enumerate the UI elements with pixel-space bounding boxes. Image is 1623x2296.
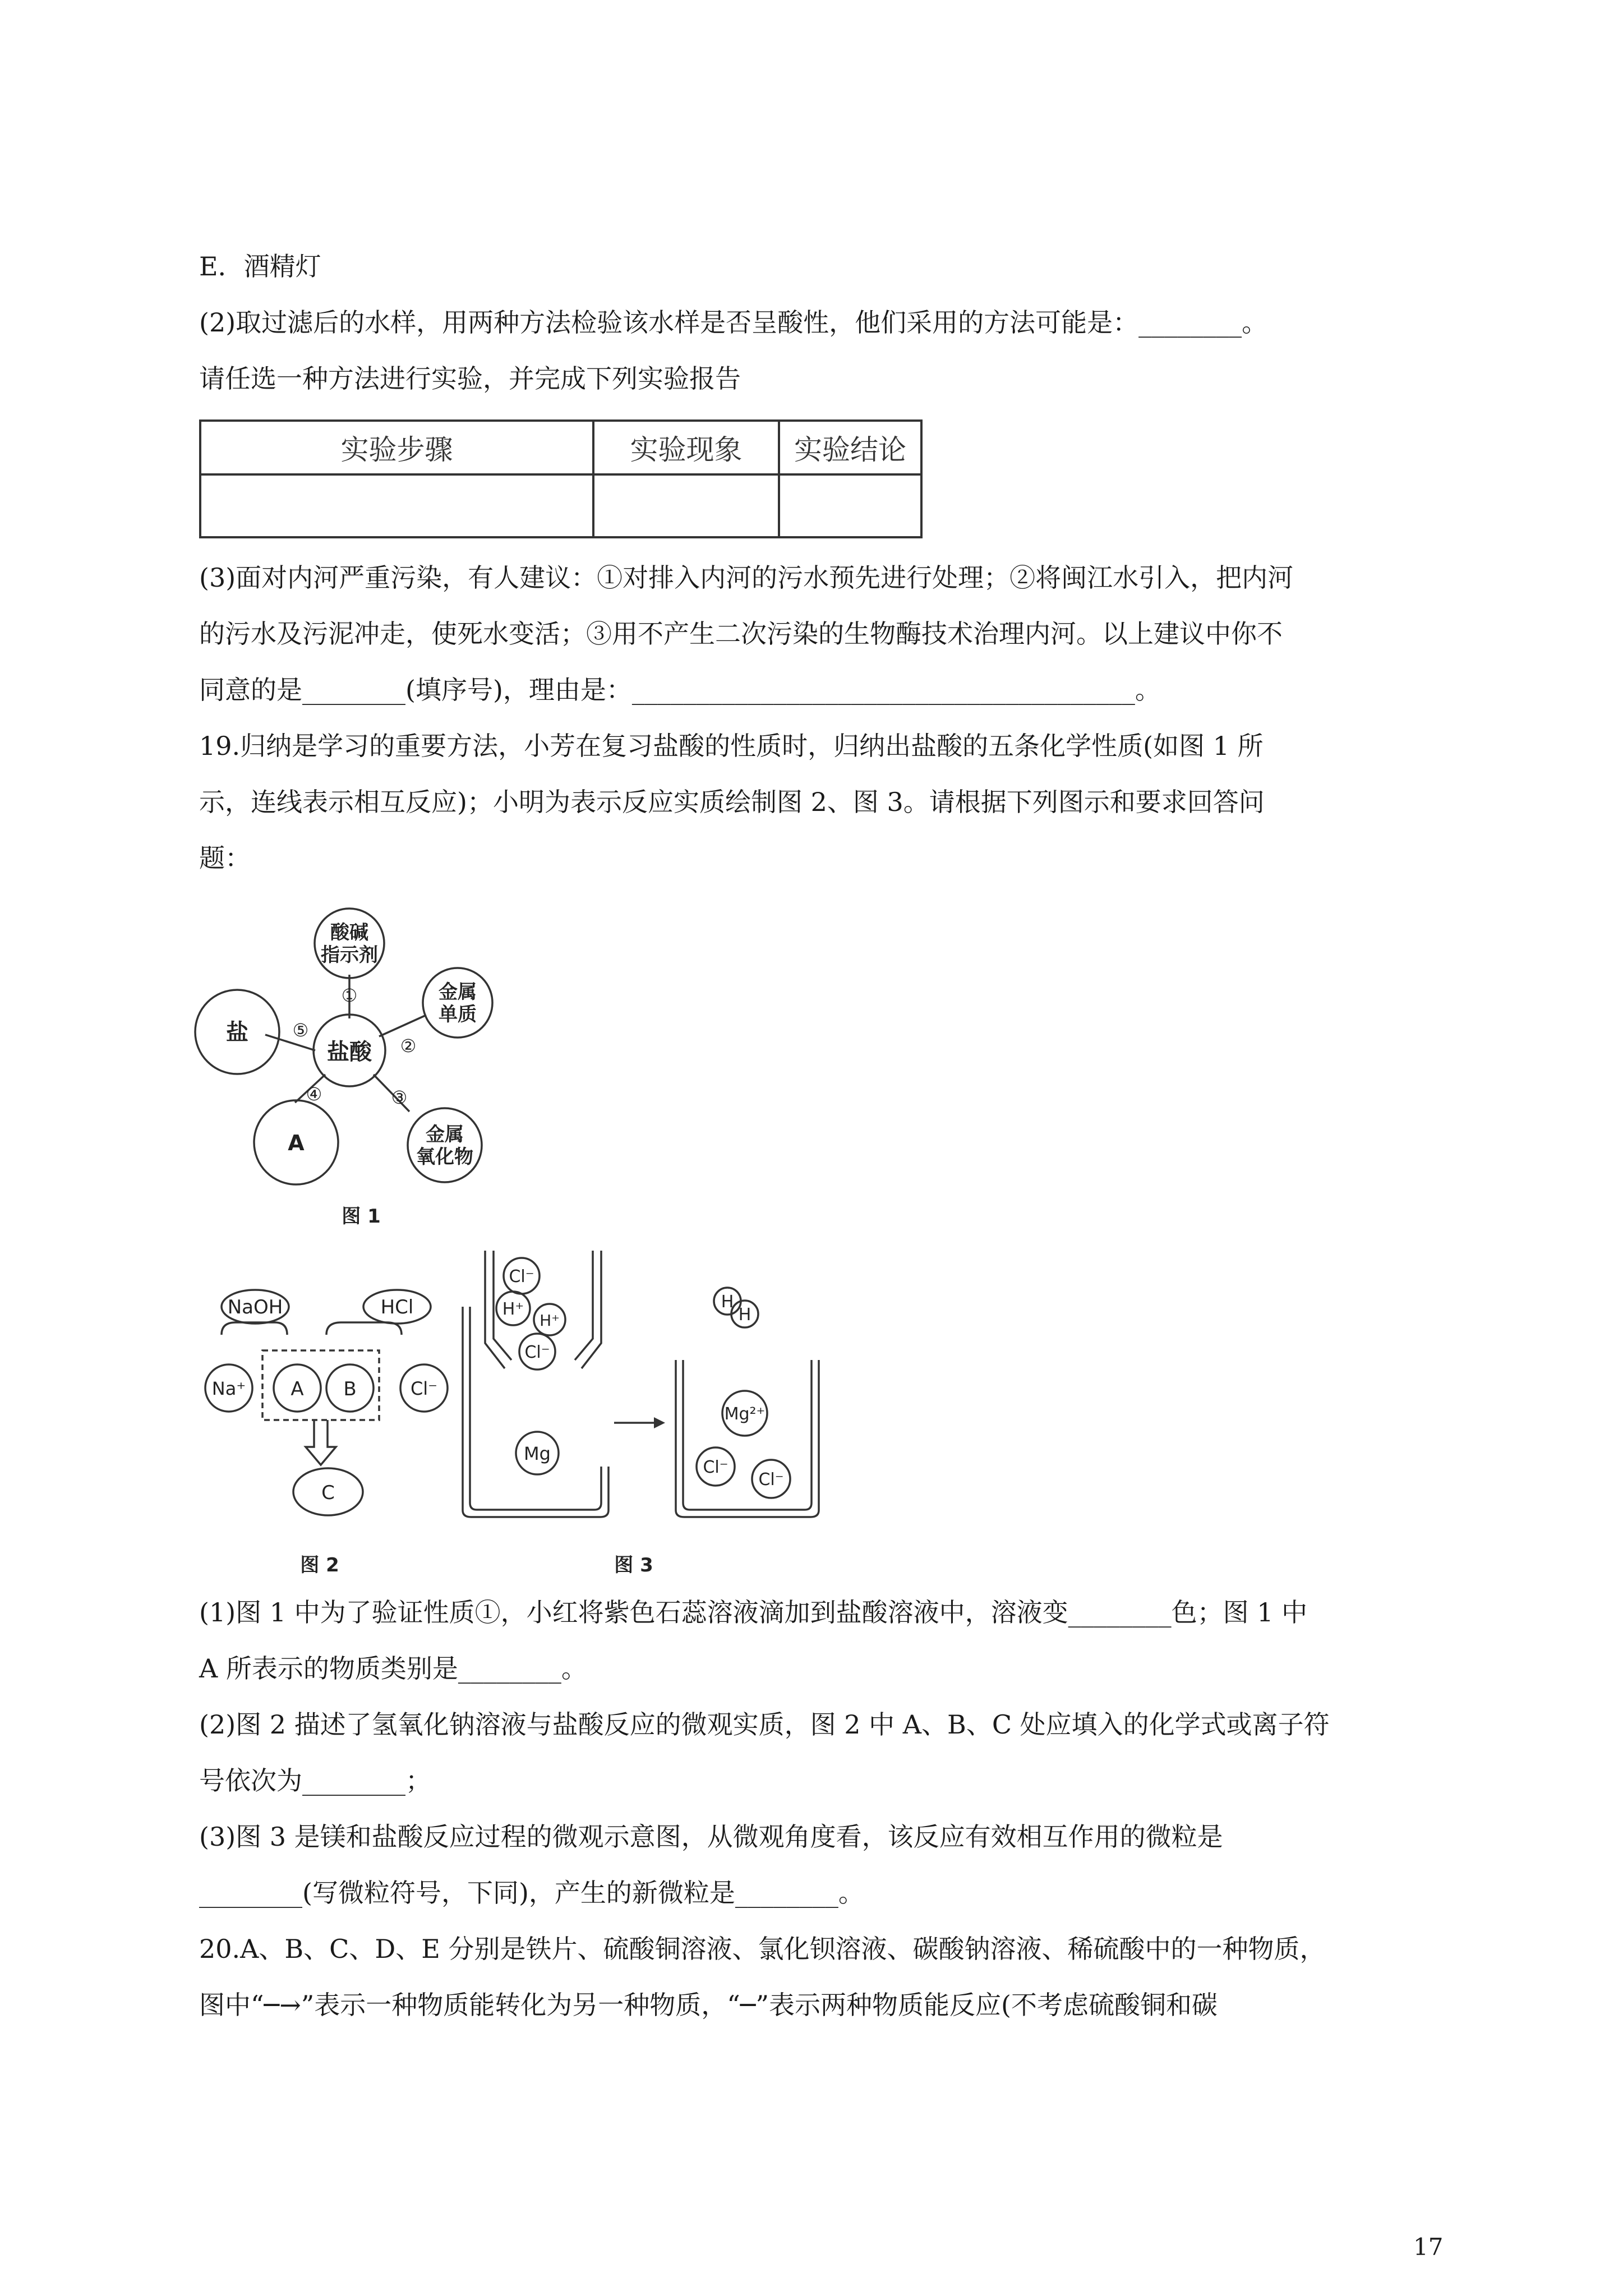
fig1-number-4: ④	[306, 1084, 322, 1105]
fig3-h-ion-2: H⁺	[540, 1311, 560, 1330]
question-20-line-2: 图中“─→”表示一种物质能转化为另一种物质，“─”表示两种物质能反应(不考虑硫酸铜和碳	[199, 1990, 1218, 2020]
question-19-line-1: 19.归纳是学习的重要方法，小芳在复习盐酸的性质时，归纳出盐酸的五条化学性质(如图 1 所	[199, 731, 1264, 761]
option-e: E．酒精灯	[199, 251, 321, 282]
fig1-number-2: ②	[400, 1035, 417, 1057]
table-header-steps: 实验步骤	[200, 421, 593, 474]
fig1-number-5: ⑤	[292, 1020, 309, 1041]
fig3-h-atom-2: H	[738, 1305, 751, 1325]
question-19-line-3: 题：	[199, 843, 251, 873]
fig3-cl-ion-top: Cl⁻	[509, 1267, 534, 1287]
figure-2-neutralization	[191, 1251, 460, 1587]
fig1-indicator-label-1: 酸碱	[330, 921, 368, 944]
fig1-metal-label-2: 单质	[439, 1003, 477, 1026]
fig1-metal-label-1: 金属	[439, 981, 477, 1003]
table-header-conclusion: 实验结论	[779, 421, 921, 474]
fig1-center-label: 盐酸	[327, 1039, 372, 1065]
question-18-3-line-1: (3)面对内河严重污染，有人建议：①对排入内河的污水预先进行处理；②将闽江水引入，把内河	[199, 563, 1294, 593]
fig2-naoh: NaOH	[227, 1296, 283, 1318]
figure-3-mg-hcl	[449, 1242, 953, 1587]
fig2-na-ion: Na⁺	[211, 1378, 246, 1399]
fig1-a-label: A	[288, 1131, 305, 1155]
fig3-cl-ion-2: Cl⁻	[524, 1343, 550, 1362]
question-19-2-line-1: (2)图 2 描述了氢氧化钠溶液与盐酸反应的微观实质，图 2 中 A、B、C 处应填入的化学式或离子符	[199, 1709, 1330, 1740]
table-cell-steps[interactable]	[200, 474, 593, 537]
question-19-2-line-2: 号依次为________；	[199, 1765, 431, 1796]
fig1-number-1: ①	[341, 985, 358, 1006]
fig1-oxide-label-1: 金属	[426, 1123, 464, 1146]
question-18-3-line-2: 的污水及污泥冲走，使死水变活；③用不产生二次污染的生物酶技术治理内河。以上建议中你不	[199, 619, 1283, 649]
fig2-hcl: HCl	[380, 1296, 414, 1318]
fig3-caption: 图 3	[614, 1554, 653, 1576]
fig1-number-3: ③	[391, 1087, 408, 1108]
fig3-h-atom-1: H	[721, 1292, 734, 1312]
question-18-3-line-3: 同意的是________(填序号)，理由是：_______________________________________。	[199, 675, 1161, 705]
question-19-1-line-2: A 所表示的物质类别是________。	[199, 1653, 587, 1684]
question-19-1-line-1: (1)图 1 中为了验证性质①，小红将紫色石蕊溶液滴加到盐酸溶液中，溶液变________色；图 1 中	[199, 1597, 1308, 1628]
experiment-report-table	[199, 419, 923, 538]
question-20-line-1: 20.A、B、C、D、E 分别是铁片、硫酸铜溶液、氯化钡溶液、碳酸钠溶液、稀硫酸中的一种物质，	[199, 1934, 1326, 1964]
fig3-cl-ion-4: Cl⁻	[758, 1470, 784, 1490]
question-18-2: (2)取过滤后的水样，用两种方法检验该水样是否呈酸性，他们采用的方法可能是：________。	[199, 307, 1268, 338]
fig2-cl-ion: Cl⁻	[410, 1378, 438, 1399]
fig1-salt-label: 盐	[226, 1020, 248, 1045]
fig3-mg-ion: Mg²⁺	[724, 1404, 766, 1424]
fig2-c: C	[321, 1482, 335, 1504]
question-19-3-line-2: ________(写微粒符号，下同)，产生的新微粒是________。	[199, 1878, 864, 1908]
fig1-caption: 图 1	[342, 1205, 381, 1228]
fig3-h-ion-1: H⁺	[502, 1299, 524, 1319]
table-cell-conclusion[interactable]	[779, 474, 921, 537]
figure-1-hcl-properties	[191, 892, 538, 1239]
question-19-3-line-1: (3)图 3 是镁和盐酸反应过程的微观示意图，从微观角度看，该反应有效相互作用的微粒是	[199, 1822, 1223, 1852]
fig2-a: A	[291, 1378, 304, 1400]
fig1-indicator-label-2: 指示剂	[321, 944, 378, 966]
table-cell-phenomena[interactable]	[593, 474, 779, 537]
fig3-cl-ion-3: Cl⁻	[703, 1458, 728, 1477]
page-number: 17	[1413, 2233, 1444, 2261]
fig3-mg-atom: Mg	[524, 1443, 551, 1464]
fig2-b: B	[343, 1378, 357, 1400]
question-18-2-instruction: 请任选一种方法进行实验，并完成下列实验报告	[199, 363, 741, 394]
table-header-phenomena: 实验现象	[593, 421, 779, 474]
fig2-caption: 图 2	[300, 1554, 339, 1576]
question-19-line-2: 示，连线表示相互反应)；小明为表示反应实质绘制图 2、图 3。请根据下列图示和要求回答问	[199, 787, 1265, 817]
fig1-oxide-label-2: 氧化物	[416, 1146, 473, 1168]
